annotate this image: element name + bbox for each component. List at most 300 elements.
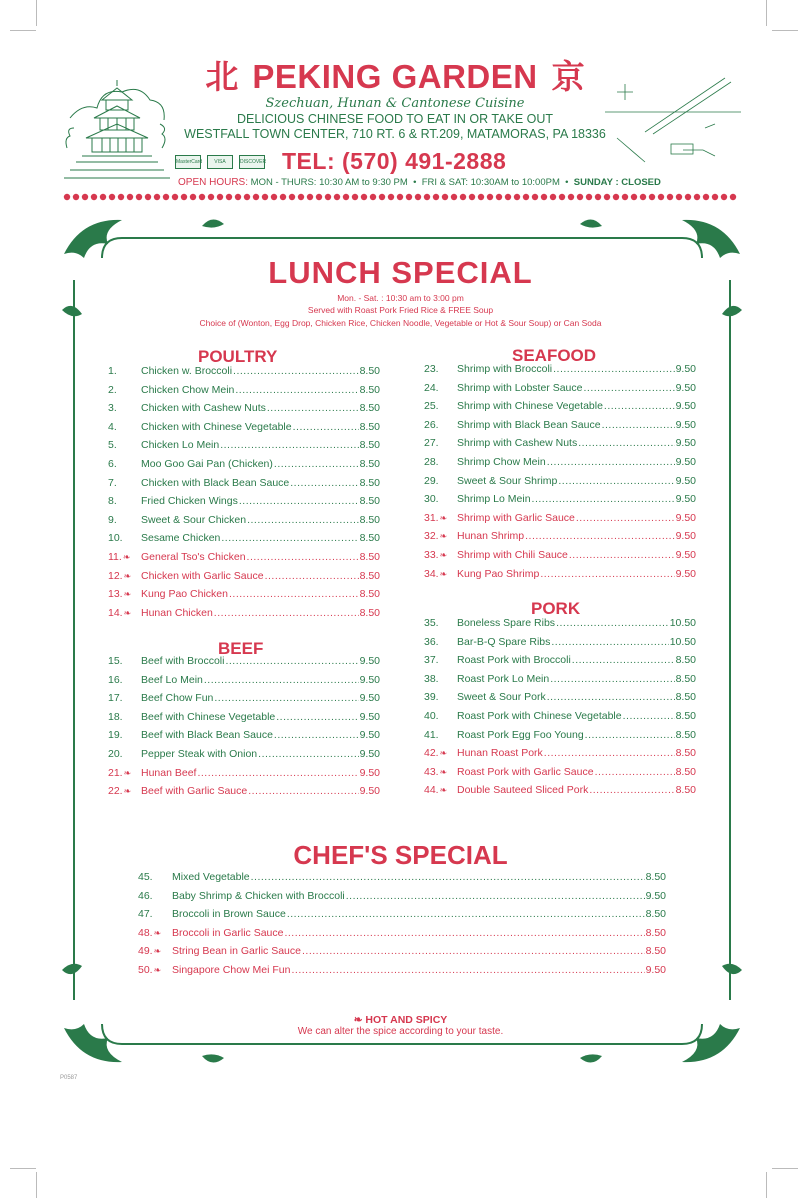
menu-item	[138, 871, 666, 890]
dot-leader	[274, 729, 359, 741]
crop-mark	[10, 1168, 36, 1169]
dot-leader	[578, 437, 674, 449]
item-name: General Tso's Chicken	[141, 550, 246, 563]
dot-leader	[265, 570, 359, 582]
flower-ornament	[712, 194, 718, 200]
dot-leader	[589, 784, 674, 796]
menu-item	[108, 421, 380, 440]
flower-ornament	[343, 194, 349, 200]
flower-ornament	[388, 194, 394, 200]
flower-ornament	[496, 194, 502, 200]
menu-item	[424, 654, 696, 673]
item-price: 8.50	[645, 945, 666, 958]
item-name: Beef with Chinese Vegetable	[141, 710, 276, 723]
menu-item	[108, 477, 380, 496]
item-number: 21.❧	[108, 766, 132, 779]
print-code: P0587	[60, 1075, 78, 1081]
menu-item	[424, 710, 696, 729]
item-number: 12.❧	[108, 569, 132, 582]
chili-pepper-icon: ❧	[153, 946, 162, 957]
seafood-list	[424, 363, 696, 586]
flower-ornament	[550, 194, 556, 200]
hours-sunday: SUNDAY : CLOSED	[573, 177, 661, 188]
item-name: Shrimp Chow Mein	[457, 455, 546, 468]
chili-pepper-icon: ❧	[123, 570, 132, 581]
pagoda-illustration	[62, 78, 172, 184]
dot-leader	[293, 421, 359, 433]
flower-ornament	[460, 194, 466, 200]
chili-pepper-icon: ❧	[439, 748, 448, 759]
item-number: 20.	[108, 747, 123, 760]
item-name: Moo Goo Gai Pan (Chicken)	[141, 457, 273, 470]
item-price: 8.50	[359, 588, 380, 601]
dot-leader	[214, 692, 358, 704]
flower-ornament	[658, 194, 664, 200]
item-price: 8.50	[359, 365, 380, 377]
tagline: DELICIOUS CHINESE FOOD TO EAT IN OR TAKE OUT	[236, 112, 554, 126]
menu-item	[108, 785, 380, 804]
item-price: 9.50	[675, 455, 696, 468]
item-number: 8.	[108, 495, 117, 508]
item-name: Shrimp with Broccoli	[457, 363, 553, 375]
flower-ornament	[199, 194, 205, 200]
item-price: 8.50	[675, 691, 696, 704]
dot-leader	[602, 419, 675, 431]
menu-item	[138, 927, 666, 946]
flower-ornament	[406, 194, 412, 200]
dot-leader	[221, 532, 358, 544]
item-price: 8.50	[359, 550, 380, 563]
menu-item	[424, 437, 696, 456]
menu-item	[108, 655, 380, 674]
dot-leader	[346, 890, 645, 902]
menu-item	[108, 711, 380, 730]
menu-item	[424, 636, 696, 655]
item-name: Hunan Shrimp	[457, 530, 525, 543]
flower-ornament	[361, 194, 367, 200]
item-price: 9.50	[359, 673, 380, 686]
item-price: 9.50	[675, 381, 696, 394]
item-name: Mixed Vegetable	[172, 871, 250, 883]
item-number: 1.	[108, 365, 117, 377]
flower-ornament	[649, 194, 655, 200]
menu-item	[424, 400, 696, 419]
item-number: 22.❧	[108, 785, 132, 798]
menu-item	[108, 514, 380, 533]
dot-leader	[550, 673, 674, 685]
item-name: Shrimp with Cashew Nuts	[457, 437, 578, 450]
item-price: 8.50	[675, 747, 696, 760]
flower-ornament	[721, 194, 727, 200]
poultry-list	[108, 365, 380, 625]
flower-ornament	[163, 194, 169, 200]
spice-note: We can alter the spice according to your taste.	[297, 1026, 504, 1037]
flower-ornament	[82, 194, 88, 200]
open-hours: OPEN HOURS: MON - THURS: 10:30 AM to 9:30 PM • FRI & SAT: 10:30AM to 10:00PM • SUNDAY : CLOSED	[178, 177, 661, 188]
seafood-heading: SEAFOOD	[512, 346, 597, 365]
item-price: 8.50	[675, 765, 696, 778]
hours-weekday: MON - THURS: 10:30 AM to 9:30 PM	[250, 177, 408, 188]
item-number: 14.❧	[108, 606, 132, 619]
menu-item	[108, 495, 380, 514]
item-price: 8.50	[645, 908, 666, 921]
chili-pepper-icon: ❧	[122, 551, 131, 562]
flower-ornament	[100, 194, 106, 200]
chili-pepper-icon: ❧	[439, 549, 448, 560]
item-price: 8.50	[675, 654, 696, 667]
item-name: Sweet & Sour Pork	[457, 691, 546, 704]
item-name: Fried Chicken Wings	[141, 495, 238, 508]
menu-item	[424, 568, 696, 587]
flower-ornament	[523, 194, 529, 200]
menu-item	[424, 419, 696, 438]
item-name: Roast Pork Lo Mein	[457, 672, 550, 685]
item-price: 8.50	[359, 420, 380, 433]
item-number: 30.	[424, 493, 439, 506]
flower-ornament	[622, 194, 628, 200]
flower-ornament	[244, 194, 250, 200]
menu-item	[424, 729, 696, 748]
crop-mark	[766, 0, 767, 26]
flower-ornament	[298, 194, 304, 200]
dot-leader	[284, 927, 644, 939]
item-name: Hunan Roast Pork	[457, 747, 543, 760]
menu-item	[108, 607, 380, 626]
chili-pepper-icon: ❧	[123, 767, 132, 778]
chili-pepper-icon: ❧	[153, 927, 162, 938]
flower-ornament	[694, 194, 700, 200]
item-price: 9.50	[675, 493, 696, 506]
flower-ornament	[136, 194, 142, 200]
item-name: Chicken w. Broccoli	[141, 365, 233, 377]
address: WESTFALL TOWN CENTER, 710 RT. 6 & RT.209, MATAMORAS, PA 18336	[184, 127, 606, 141]
menu-item	[424, 382, 696, 401]
dot-leader	[585, 729, 675, 741]
item-number: 49.❧	[138, 945, 162, 958]
chili-pepper-icon: ❧	[439, 512, 448, 523]
flower-ornament	[352, 194, 358, 200]
chinese-character-left: 北	[205, 57, 239, 96]
item-price: 9.50	[675, 474, 696, 487]
item-name: Kung Pao Chicken	[141, 588, 228, 601]
flower-ornament	[514, 194, 520, 200]
dot-leader	[220, 439, 358, 451]
discover-logo: DISCOVER	[239, 155, 265, 169]
menu-item	[108, 402, 380, 421]
flower-ornament	[532, 194, 538, 200]
beef-heading: BEEF	[218, 639, 264, 658]
chili-pepper-icon: ❧	[439, 531, 448, 542]
flower-ornament	[640, 194, 646, 200]
flower-ornament	[604, 194, 610, 200]
menu-item	[108, 748, 380, 767]
item-name: Shrimp with Garlic Sauce	[457, 511, 575, 524]
item-number: 39.	[424, 691, 439, 704]
dot-leader	[204, 674, 359, 686]
item-name: Hunan Beef	[141, 766, 197, 779]
item-number: 41.	[424, 728, 439, 741]
dot-leader	[544, 747, 675, 759]
flower-ornament	[397, 194, 403, 200]
item-number: 28.	[424, 455, 439, 468]
item-number: 29.	[424, 474, 439, 487]
item-number: 17.	[108, 692, 123, 705]
chili-pepper-icon: ❧	[153, 964, 162, 975]
item-name: Baby Shrimp & Chicken with Broccoli	[172, 889, 345, 902]
item-number: 48.❧	[138, 926, 162, 939]
flower-ornament	[190, 194, 196, 200]
dot-leader	[532, 493, 675, 505]
flower-ornament	[235, 194, 241, 200]
item-name: Singapore Chow Mei Fun	[172, 963, 291, 976]
dot-leader	[276, 711, 358, 723]
dot-leader	[291, 964, 644, 976]
item-price: 9.50	[359, 766, 380, 779]
dot-leader	[556, 617, 669, 629]
flower-ornament	[109, 194, 115, 200]
flower-ornament	[379, 194, 385, 200]
menu-item	[108, 692, 380, 711]
item-name: Roast Pork Egg Foo Young	[457, 728, 584, 741]
item-name: Chicken with Garlic Sauce	[141, 569, 264, 582]
item-name: Chicken with Black Bean Sauce	[141, 476, 290, 489]
dot-leader	[302, 945, 645, 957]
item-name: Chicken Chow Mein	[141, 383, 235, 396]
item-price: 9.50	[675, 567, 696, 580]
menu-item	[424, 766, 696, 785]
credit-cards	[175, 155, 265, 169]
flower-ornament	[91, 194, 97, 200]
flower-ornament	[631, 194, 637, 200]
pork-heading: PORK	[531, 599, 581, 618]
item-number: 3.	[108, 402, 117, 415]
flower-ornament	[370, 194, 376, 200]
item-price: 8.50	[675, 672, 696, 685]
item-number: 43.❧	[424, 765, 448, 778]
menu-item	[424, 549, 696, 568]
item-price: 8.50	[359, 532, 380, 545]
menu-item	[108, 458, 380, 477]
flower-ornament	[334, 194, 340, 200]
flower-ornament	[433, 194, 439, 200]
flower-ornament	[217, 194, 223, 200]
item-name: Broccoli in Brown Sauce	[172, 908, 286, 921]
item-price: 9.50	[359, 747, 380, 760]
item-price: 8.50	[675, 709, 696, 722]
item-price: 9.50	[359, 729, 380, 742]
dot-leader	[225, 655, 358, 667]
item-price: 9.50	[675, 400, 696, 413]
crop-mark	[766, 1172, 767, 1198]
menu-item	[108, 439, 380, 458]
item-number: 42.❧	[424, 747, 448, 760]
item-number: 16.	[108, 673, 123, 686]
menu-item	[424, 673, 696, 692]
menu-item	[424, 363, 696, 382]
menu-item	[108, 674, 380, 693]
dot-leader	[247, 551, 359, 563]
item-name: Sweet & Sour Chicken	[141, 513, 247, 526]
dot-leader	[197, 767, 358, 779]
flower-ornament	[415, 194, 421, 200]
chinese-character-right: 京	[551, 57, 585, 96]
menu-item	[424, 617, 696, 636]
item-price: 9.50	[359, 710, 380, 723]
dot-leader	[553, 363, 674, 375]
item-number: 4.	[108, 420, 117, 433]
flower-ornament	[424, 194, 430, 200]
flower-ornament	[613, 194, 619, 200]
item-number: 24.	[424, 381, 439, 394]
dot-leader	[251, 871, 645, 883]
item-name: Roast Pork with Garlic Sauce	[457, 765, 594, 778]
location-map	[605, 72, 741, 172]
flower-ornament	[307, 194, 313, 200]
hours-label: OPEN HOURS:	[178, 177, 249, 188]
crop-mark	[772, 30, 798, 31]
menu-item	[108, 767, 380, 786]
dot-leader	[558, 475, 674, 487]
item-number: 38.	[424, 672, 439, 685]
item-number: 35.	[424, 617, 439, 629]
flower-ornament	[568, 194, 574, 200]
dot-leader	[547, 456, 675, 468]
flower-ornament	[442, 194, 448, 200]
flower-ornament	[667, 194, 673, 200]
item-price: 8.50	[359, 457, 380, 470]
lunch-hours: Mon. - Sat. : 10:30 am to 3:00 pm	[337, 293, 464, 303]
dot-leader	[248, 785, 358, 797]
dot-leader	[287, 908, 645, 920]
item-name: Beef with Broccoli	[141, 655, 225, 667]
item-name: String Bean in Garlic Sauce	[172, 945, 301, 958]
menu-item	[424, 530, 696, 549]
dot-leader	[233, 365, 359, 377]
item-number: 9.	[108, 513, 117, 526]
item-price: 9.50	[359, 785, 380, 798]
flower-ornament	[226, 194, 232, 200]
item-number: 37.	[424, 654, 439, 667]
item-price: 9.50	[675, 437, 696, 450]
item-price: 8.50	[645, 926, 666, 939]
menu-item	[424, 691, 696, 710]
item-price: 8.50	[675, 784, 696, 797]
item-price: 8.50	[675, 728, 696, 741]
menu-item	[108, 588, 380, 607]
item-name: Broccoli in Garlic Sauce	[172, 926, 284, 939]
item-price: 10.50	[669, 635, 696, 648]
crop-mark	[10, 30, 36, 31]
item-name: Beef with Black Bean Sauce	[141, 729, 273, 742]
flower-ornament	[118, 194, 124, 200]
item-name: Sesame Chicken	[141, 532, 221, 545]
chefs-special-title: CHEF'S SPECIAL	[293, 840, 508, 870]
chili-pepper-icon: ❧	[439, 568, 448, 579]
beef-list	[108, 655, 380, 804]
menu-item	[424, 456, 696, 475]
item-name: Shrimp with Lobster Sauce	[457, 381, 583, 394]
item-name: Boneless Spare Ribs	[457, 617, 556, 629]
item-number: 26.	[424, 418, 439, 431]
menu-item	[108, 384, 380, 403]
flower-divider	[62, 192, 740, 202]
item-number: 50.❧	[138, 963, 162, 976]
flower-ornament	[280, 194, 286, 200]
flower-ornament	[469, 194, 475, 200]
flower-ornament	[262, 194, 268, 200]
item-number: 44.❧	[424, 784, 448, 797]
item-price: 8.50	[359, 439, 380, 452]
item-price: 9.50	[675, 511, 696, 524]
item-name: Double Sauteed Sliced Pork	[457, 784, 589, 797]
flower-ornament	[325, 194, 331, 200]
item-number: 5.	[108, 439, 117, 452]
menu-item	[424, 493, 696, 512]
dot-leader	[229, 588, 359, 600]
dot-leader	[214, 607, 359, 619]
dot-leader	[290, 477, 358, 489]
item-price: 9.50	[359, 655, 380, 667]
item-number: 18.	[108, 710, 123, 723]
item-price: 10.50	[669, 617, 696, 629]
item-price: 8.50	[359, 476, 380, 489]
hours-weekend: FRI & SAT: 10:30AM to 10:00PM	[421, 177, 560, 188]
item-number: 6.	[108, 457, 117, 470]
chili-pepper-icon: ❧	[123, 589, 132, 600]
telephone: TEL: (570) 491-2888	[282, 148, 507, 174]
item-price: 8.50	[645, 871, 666, 883]
flower-ornament	[127, 194, 133, 200]
menu-item	[138, 945, 666, 964]
menu-item	[424, 747, 696, 766]
flower-ornament	[172, 194, 178, 200]
item-number: 7.	[108, 476, 117, 489]
crop-mark	[36, 1172, 37, 1198]
menu-item	[138, 890, 666, 909]
item-price: 8.50	[359, 495, 380, 508]
dot-leader	[623, 710, 675, 722]
dot-leader	[239, 495, 359, 507]
flower-ornament	[271, 194, 277, 200]
flower-ornament	[316, 194, 322, 200]
dot-leader	[258, 748, 358, 760]
flower-ornament	[541, 194, 547, 200]
menu-item	[108, 729, 380, 748]
menu-item	[424, 475, 696, 494]
flower-ornament	[208, 194, 214, 200]
dot-leader	[267, 402, 359, 414]
item-number: 34.❧	[424, 567, 448, 580]
flower-ornament	[595, 194, 601, 200]
chefs-special-list	[138, 871, 666, 983]
pork-list	[424, 617, 696, 803]
item-name: Pepper Steak with Onion	[141, 747, 258, 760]
item-name: Hunan Chicken	[141, 606, 213, 619]
item-price: 8.50	[359, 402, 380, 415]
spicy-legend	[0, 1014, 801, 1037]
dot-leader	[604, 400, 675, 412]
item-name: Chicken Lo Mein	[141, 439, 220, 452]
dot-leader	[583, 382, 674, 394]
chili-pepper-icon: ❧	[353, 1014, 363, 1026]
mastercard-logo: MasterCard	[175, 155, 201, 169]
item-number: 33.❧	[424, 548, 448, 561]
dot-leader	[547, 691, 675, 703]
item-price: 8.50	[359, 606, 380, 619]
item-price: 9.50	[645, 889, 666, 902]
dot-leader	[525, 530, 674, 542]
flower-ornament	[64, 194, 70, 200]
